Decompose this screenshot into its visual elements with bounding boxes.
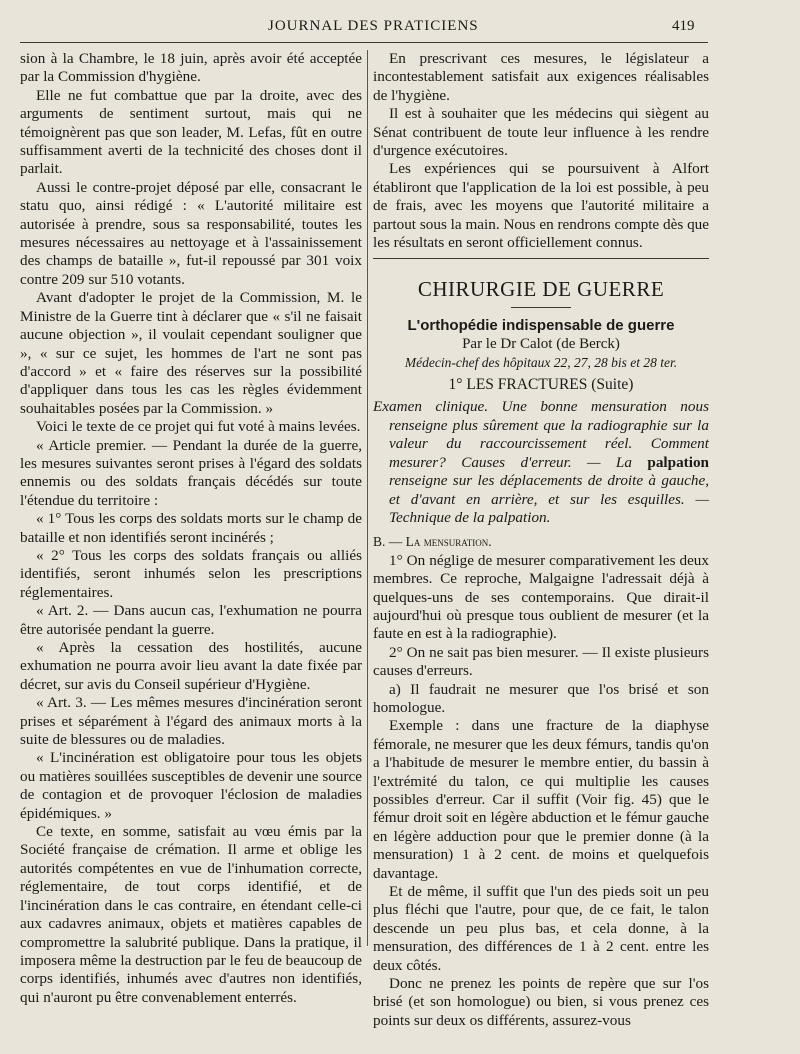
paragraph: 2° On ne sait pas bien mesurer. — Il existe plusieurs causes d'erreurs. bbox=[373, 643, 709, 680]
paragraph: Ce texte, en somme, satisfait au vœu émis par la Société française de crémation. Il arme et oblige les autorités compétentes en vue de l'inhumation correcte, réglementaire, de tout corps identifié, et de l'incinération dans le cas contraire, en étendant celle-ci aux cadavres animaux, objets et matières capables de compromettre la salubrité publique. Dans la pratique, il imposera même la destruction par le feu de beaucoup de corps identifiés, inhumés avec d'autres non identifiés, qui n'auront pu être convenablement enterrés. bbox=[20, 823, 363, 1006]
paragraph: 1° On néglige de mesurer comparativement les deux membres. Ce reproche, Malgaigne l'adressait déjà à quelques-uns de ses contemporains. Que dirait-il aujourd'hui où presque tous oublient de mesurer (et la faute en est à la radiographie). bbox=[373, 551, 709, 643]
summary-text: renseigne sur les déplacements de droite à gauche, et d'avant en arrière, et sur les esquilles. — Technique de la palpation. bbox=[389, 472, 709, 526]
subheading: B. — La mensuration. bbox=[373, 534, 492, 550]
title-rule bbox=[511, 307, 571, 308]
paragraph: « L'incinération est obligatoire pour tous les objets ou matières souillées susceptibles de devenir une source de contagion et de provoquer l'éclosion de maladies épidémiques. » bbox=[20, 749, 362, 822]
journal-title: JOURNAL DES PRATICIENS bbox=[268, 18, 479, 34]
paragraph: Exemple : dans une fracture de la diaphyse fémorale, ne mesurer que les deux fémurs, tandis qu'on a l'habitude de mesurer le membre entier, du bassin à l'extrémité du talon, ce qui multiplie les causes possibles d'erreur. Car il suffit (Voir fig. 45) que le fémur droit soit en légère abduction et le fémur gauche en légère adduction pour que le premier donne (à la mensuration) 1 à 2 cent. de moins et quelquefois davantage. bbox=[373, 717, 709, 882]
paragraph: Il est à souhaiter que les médecins qui siègent au Sénat contribuent de toute leur influence à les rendre d'urgence exécutoires. bbox=[373, 105, 709, 160]
paragraph: Les expériences qui se poursuivent à Alfort établiront que l'application de la loi est possible, à peu de frais, avec les moyens que l'autorité militaire a partout sous la main. Nous en rendrons compte dès que les résultats en seront officiellement connus. bbox=[373, 160, 709, 252]
paragraph: « Art. 2. — Dans aucun cas, l'exhumation ne pourra être autorisée pendant la guerre. bbox=[20, 602, 362, 638]
running-head bbox=[0, 14, 800, 40]
paragraph: « Article premier. — Pendant la durée de la guerre, les mesures suivantes seront prises à l'égard des soldats ennemis ou des soldats français décédés sur toute l'étendue du territoire : bbox=[20, 436, 362, 509]
header-rule bbox=[20, 42, 708, 43]
paragraph: Aussi le contre-projet déposé par elle, consacrant le statu quo, ainsi rédigé : « L'autorité militaire est autorisée à prendre, sous sa responsabilité, toutes les mesures nécessaires au nettoyage et à l'assainissement des champs de bataille », fut-il repoussé par 301 voix contre 209 sur 510 votants. bbox=[20, 178, 362, 288]
paragraph: Et de même, il suffit que l'un des pieds soit un peu plus fléchi que l'autre, pour que, de ce fait, le talon descende un peu plus bas, et cela donne, à la mensuration, des différences de 1 à 2 cent. entre les deux côtés. bbox=[373, 883, 709, 974]
paragraph: sion à la Chambre, le 18 juin, après avoir été acceptée par la Commission d'hygiène. bbox=[20, 50, 362, 86]
subsection-title: 1° LES FRACTURES (Suite) bbox=[448, 376, 634, 394]
paragraph: Elle ne fut combattue que par la droite, avec des arguments de sentiment surtout, mais qui ne témoignèrent pas que son leader, M. Lefas, fût en outre suffisamment averti de la technicité des choses dont il parlait. bbox=[20, 86, 362, 178]
article-byline: Par le Dr Calot (de Berck) bbox=[462, 336, 620, 353]
paragraph: « Art. 3. — Les mêmes mesures d'incinération seront prises et séparément à l'égard des animaux morts à la suite de blessures ou de maladies. bbox=[20, 694, 362, 749]
paragraph: a) Il faudrait ne mesurer que l'os brisé et son homologue. bbox=[373, 680, 709, 716]
paragraph: « Après la cessation des hostilités, aucune exhumation ne pourra avoir lieu avant la date fixée par décret, sur avis du Conseil supérieur d'Hygiène. bbox=[20, 639, 362, 693]
paragraph: « 2° Tous les corps des soldats français ou alliés identifiés, seront inhumés selon les prescriptions réglementaires. bbox=[20, 546, 362, 601]
paragraph: Voici le texte de ce projet qui fut voté à mains levées. bbox=[36, 418, 361, 436]
author-affiliation: Médecin-chef des hôpitaux 22, 27, 28 bis et 28 ter. bbox=[404, 355, 678, 371]
paragraph: Avant d'adopter le projet de la Commission, M. le Ministre de la Guerre tint à déclarer que « s'il ne faisait aucune objection », il voulait cependant souligner que », « sur ce sujet, les hommes de l'art ne sont pas d'accord » et « faire des réserves sur la possibilité d'appliquer dans tous les cas les règles évidemment souhaitables posées par la Commission. » bbox=[20, 289, 362, 417]
paragraph: Donc ne prenez les points de repère que sur l'os brisé (et son homologue) ou bien, si vous prenez ces points sur deux os différents, assurez-vous bbox=[373, 975, 709, 1029]
left-column bbox=[20, 50, 362, 1007]
article-title: L'orthopédie indispensable de guerre bbox=[407, 317, 675, 335]
column-divider bbox=[367, 50, 368, 946]
section-rule bbox=[373, 258, 709, 259]
section-title: CHIRURGIE DE GUERRE bbox=[417, 277, 665, 302]
right-column bbox=[373, 50, 709, 1030]
paragraph: En prescrivant ces mesures, le législateur a incontestablement satisfait aux exigences réalisables de l'hygiène. bbox=[373, 50, 709, 104]
page-number: 419 bbox=[672, 18, 695, 34]
paragraph: « 1° Tous les corps des soldats morts sur le champ de bataille et non identifiés seront incinérés ; bbox=[20, 510, 362, 546]
summary-text: Examen clinique. Une bonne mensuration nous renseigne plus sûrement que la radiographie sur la valeur du raccourcissement réel. Comment mesurer? Causes d'erreur. — La bbox=[373, 398, 709, 471]
article-summary bbox=[373, 398, 709, 527]
summary-keyword: palpation bbox=[647, 453, 709, 471]
